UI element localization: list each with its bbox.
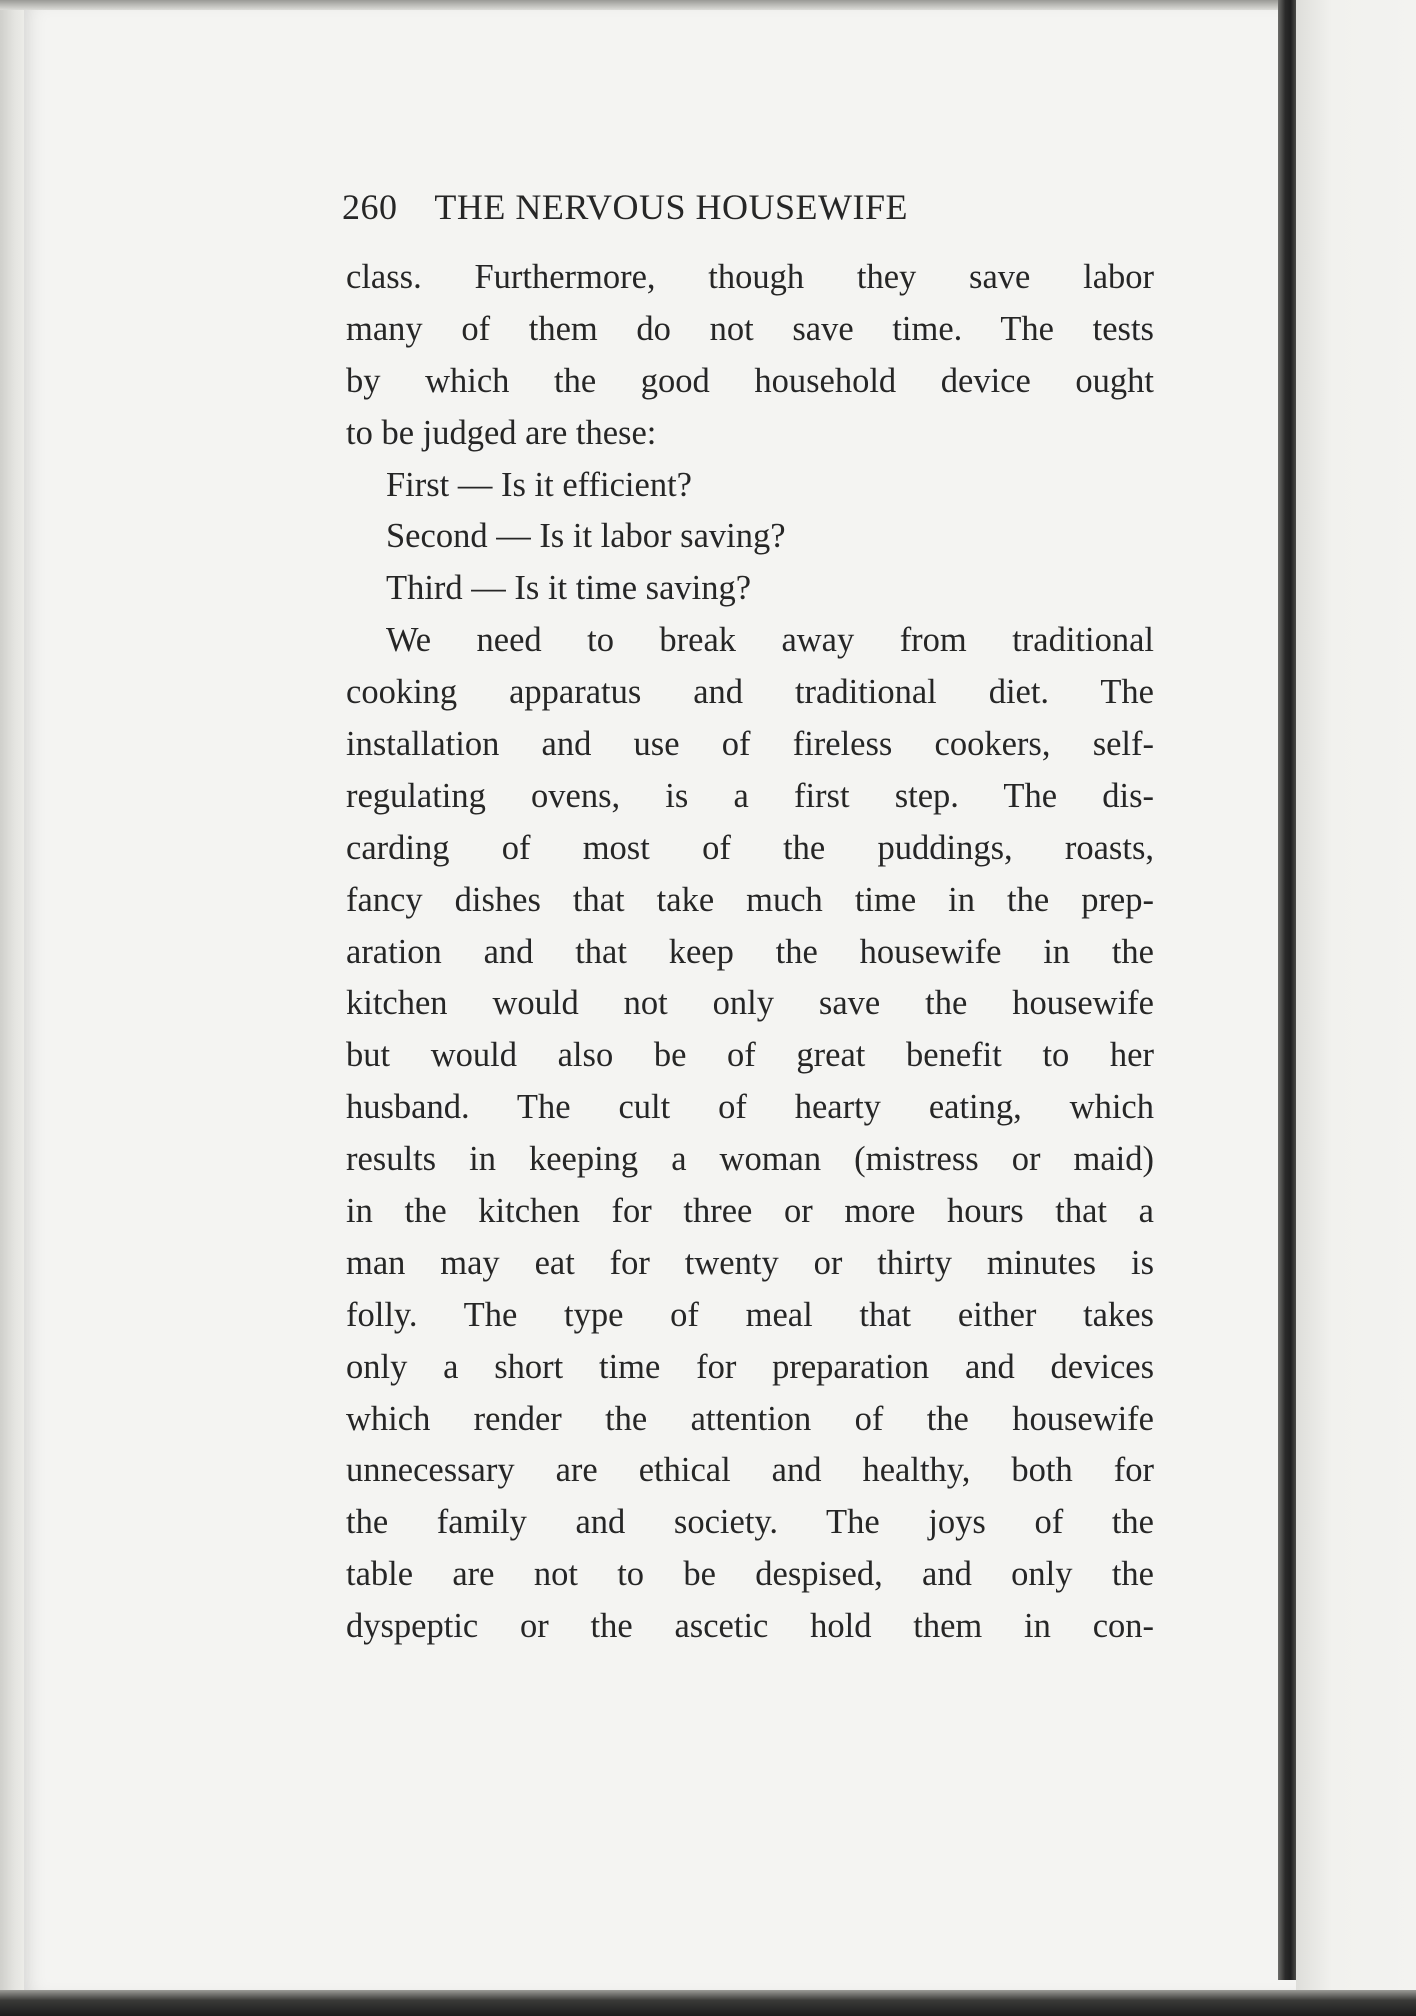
book-spine [1278, 0, 1296, 1980]
text-line: which render the attention of the housewife [346, 1399, 1154, 1438]
page-number: 260 [342, 187, 398, 227]
text-line: results in keeping a woman (mistress or maid) [346, 1140, 1154, 1179]
list-item-third: Third — Is it time saving? [386, 569, 752, 608]
text-line: to be judged are these: [346, 413, 657, 452]
list-item-second: Second — Is it labor saving? [386, 517, 786, 556]
text-line: fancy dishes that take much time in the prep- [346, 880, 1154, 919]
text-line: many of them do not save time. The tests [346, 309, 1154, 348]
text-line: but would also be of great benefit to her [346, 1036, 1154, 1075]
page-left-edge [0, 0, 24, 2016]
text-line: husband. The cult of hearty eating, which [346, 1088, 1154, 1127]
text-line: installation and use of fireless cookers, self- [346, 725, 1154, 764]
text-line: folly. The type of meal that either takes [346, 1295, 1154, 1334]
text-line: only a short time for preparation and devices [346, 1347, 1154, 1386]
text-line: the family and society. The joys of the [346, 1503, 1154, 1542]
running-head-title: THE NERVOUS HOUSEWIFE [434, 187, 908, 227]
page-bottom-edge [0, 1990, 1416, 2016]
text-line: unnecessary are ethical and healthy, both for [346, 1451, 1154, 1490]
text-line: kitchen would not only save the housewife [346, 984, 1154, 1023]
text-line: man may eat for twenty or thirty minutes is [346, 1243, 1154, 1282]
list-item-first: First — Is it efficient? [386, 465, 692, 504]
facing-page [1296, 0, 1416, 1990]
running-header [342, 186, 908, 228]
text-line: by which the good household device ought [346, 361, 1154, 400]
text-line: class. Furthermore, though they save labor [346, 258, 1154, 296]
text-line: in the kitchen for three or more hours that a [346, 1192, 1154, 1231]
body-text [346, 252, 1154, 1653]
text-line: We need to break away from traditional [386, 621, 1154, 660]
text-line: regulating ovens, is a first step. The dis- [346, 776, 1154, 815]
text-line: dyspeptic or the ascetic hold them in con- [346, 1607, 1154, 1646]
page-top-edge [0, 0, 1300, 10]
text-line: aration and that keep the housewife in the [346, 932, 1154, 971]
text-line: table are not to be despised, and only the [346, 1555, 1154, 1594]
text-line: carding of most of the puddings, roasts, [346, 828, 1154, 867]
text-line: cooking apparatus and traditional diet. The [346, 673, 1154, 712]
